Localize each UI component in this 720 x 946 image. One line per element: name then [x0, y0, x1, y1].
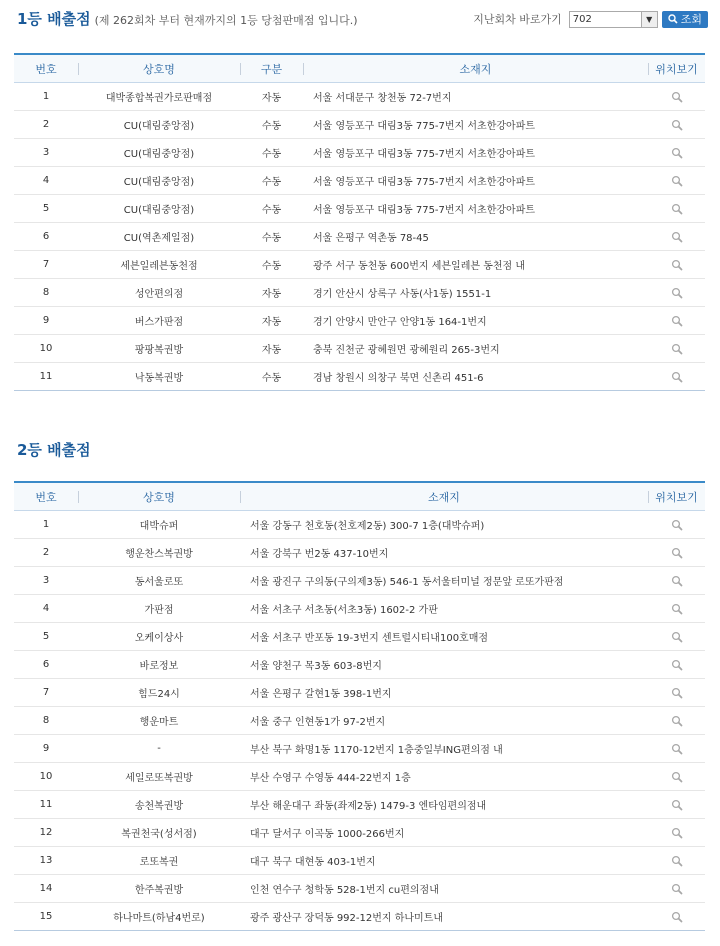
first-prize-description: (제 262회차 부터 현재까지의 1등 당첨판매점 입니다.): [94, 14, 358, 27]
store-name: CU(대림중앙점): [78, 111, 240, 139]
table-row: [14, 819, 705, 847]
row-number: 7: [14, 679, 78, 707]
search-icon: [668, 14, 678, 24]
store-name: 송천복권방: [78, 791, 240, 819]
location-view-cell: [648, 819, 705, 847]
location-view-cell: [648, 651, 705, 679]
store-address: 경남 창원시 의창구 북면 신촌리 451-6: [303, 363, 648, 391]
magnifier-icon[interactable]: [671, 632, 683, 643]
magnifier-icon[interactable]: [671, 604, 683, 615]
table-row: [14, 195, 705, 223]
row-number: 3: [14, 567, 78, 595]
store-address: 서울 영등포구 대림3동 775-7번지 서초한강아파트: [303, 167, 648, 195]
store-address: 서울 강북구 번2동 437-10번지: [240, 539, 648, 567]
search-button-label: 조회: [680, 13, 702, 26]
chevron-down-icon[interactable]: ▼: [641, 12, 657, 27]
magnifier-icon[interactable]: [671, 204, 683, 215]
first-prize-heading: [17, 9, 358, 29]
magnifier-icon[interactable]: [671, 828, 683, 839]
row-number: 4: [14, 595, 78, 623]
table-row: [14, 511, 705, 539]
store-address: 경기 안산시 상록구 사동(사1동) 1551-1: [303, 279, 648, 307]
store-address: 서울 영등포구 대림3동 775-7번지 서초한강아파트: [303, 111, 648, 139]
store-address: 서울 서초구 반포동 19-3번지 센트럴시티내100호매점: [240, 623, 648, 651]
location-view-cell: [648, 567, 705, 595]
location-view-cell: [648, 83, 705, 111]
store-address: 대구 달서구 이곡동 1000-266번지: [240, 819, 648, 847]
table-row: [14, 735, 705, 763]
store-address: 부산 북구 화명1동 1170-12번지 1층중일부ING편의점 내: [240, 735, 648, 763]
table-row: [14, 679, 705, 707]
table-row: [14, 539, 705, 567]
store-address: 서울 은평구 갈현1동 398-1번지: [240, 679, 648, 707]
search-button[interactable]: [662, 11, 708, 28]
store-address: 서울 서초구 서초동(서초3동) 1602-2 가판: [240, 595, 648, 623]
store-name: 세븐일레븐동천점: [78, 251, 240, 279]
table-row: [14, 223, 705, 251]
selection-type: 수동: [240, 223, 303, 251]
magnifier-icon[interactable]: [671, 856, 683, 867]
store-name: 대박종합복권가로판매점: [78, 83, 240, 111]
round-jump-control: [473, 10, 708, 28]
table-row: [14, 167, 705, 195]
round-select-value: 702: [572, 13, 592, 25]
magnifier-icon[interactable]: [671, 176, 683, 187]
row-number: 4: [14, 167, 78, 195]
table-row: [14, 595, 705, 623]
magnifier-icon[interactable]: [671, 548, 683, 559]
table-row: [14, 279, 705, 307]
store-address: 광주 광산구 장덕동 992-12번지 하나미트내: [240, 903, 648, 931]
table-row: [14, 651, 705, 679]
row-number: 13: [14, 847, 78, 875]
table-row: [14, 363, 705, 391]
location-view-cell: [648, 111, 705, 139]
store-address: 서울 양천구 목3동 603-8번지: [240, 651, 648, 679]
row-number: 5: [14, 623, 78, 651]
magnifier-icon[interactable]: [671, 744, 683, 755]
store-name: 낙동복권방: [78, 363, 240, 391]
row-number: 14: [14, 875, 78, 903]
selection-type: 수동: [240, 195, 303, 223]
row-number: 1: [14, 511, 78, 539]
table-row: [14, 307, 705, 335]
store-name: 복권천국(성서점): [78, 819, 240, 847]
magnifier-icon[interactable]: [671, 800, 683, 811]
row-number: 12: [14, 819, 78, 847]
table-row: [14, 903, 705, 931]
selection-type: 자동: [240, 335, 303, 363]
magnifier-icon[interactable]: [671, 232, 683, 243]
row-number: 11: [14, 363, 78, 391]
store-name: 버스가판점: [78, 307, 240, 335]
row-number: 9: [14, 307, 78, 335]
row-number: 8: [14, 707, 78, 735]
magnifier-icon[interactable]: [671, 260, 683, 271]
table-row: [14, 83, 705, 111]
header-number: 번호: [14, 482, 78, 511]
selection-type: 수동: [240, 139, 303, 167]
table-row: [14, 707, 705, 735]
magnifier-icon[interactable]: [671, 660, 683, 671]
table-header-row: [14, 54, 705, 83]
magnifier-icon[interactable]: [671, 912, 683, 923]
magnifier-icon[interactable]: [671, 688, 683, 699]
location-view-cell: [648, 791, 705, 819]
selection-type: 수동: [240, 363, 303, 391]
magnifier-icon[interactable]: [671, 520, 683, 531]
selection-type: 수동: [240, 251, 303, 279]
store-address: 서울 서대문구 창천동 72-7번지: [303, 83, 648, 111]
header-store-name: 상호명: [78, 482, 240, 511]
magnifier-icon[interactable]: [671, 884, 683, 895]
second-prize-title: 2등 배출점: [17, 441, 91, 459]
magnifier-icon[interactable]: [671, 576, 683, 587]
header-store-name: 상호명: [78, 54, 240, 83]
store-address: 서울 강동구 천호동(천호제2동) 300-7 1층(대박슈퍼): [240, 511, 648, 539]
row-number: 1: [14, 83, 78, 111]
selection-type: 자동: [240, 279, 303, 307]
round-select[interactable]: [569, 11, 658, 28]
store-address: 충북 진천군 광혜원면 광혜원리 265-3번지: [303, 335, 648, 363]
store-name: CU(대림중앙점): [78, 195, 240, 223]
store-name: CU(역촌제일점): [78, 223, 240, 251]
store-address: 서울 영등포구 대림3동 775-7번지 서초한강아파트: [303, 139, 648, 167]
magnifier-icon[interactable]: [671, 288, 683, 299]
store-name: CU(대림중앙점): [78, 167, 240, 195]
row-number: 3: [14, 139, 78, 167]
location-view-cell: [648, 875, 705, 903]
row-number: 10: [14, 763, 78, 791]
store-address: 서울 은평구 역촌동 78-45: [303, 223, 648, 251]
location-view-cell: [648, 763, 705, 791]
store-name: 로또복권: [78, 847, 240, 875]
magnifier-icon[interactable]: [671, 344, 683, 355]
location-view-cell: [648, 679, 705, 707]
first-prize-title: 1등 배출점: [17, 10, 91, 28]
selection-type: 수동: [240, 111, 303, 139]
store-name: 오케이상사: [78, 623, 240, 651]
table-row: [14, 111, 705, 139]
magnifier-icon[interactable]: [671, 148, 683, 159]
location-view-cell: [648, 623, 705, 651]
header-number: 번호: [14, 54, 78, 83]
store-name: 세일로또복권방: [78, 763, 240, 791]
location-view-cell: [648, 223, 705, 251]
store-name: CU(대림중앙점): [78, 139, 240, 167]
store-name: 동서울로또: [78, 567, 240, 595]
header-address: 소재지: [240, 482, 648, 511]
location-view-cell: [648, 139, 705, 167]
location-view-cell: [648, 595, 705, 623]
magnifier-icon[interactable]: [671, 372, 683, 383]
table-row: [14, 139, 705, 167]
row-number: 2: [14, 539, 78, 567]
table-header-row: [14, 482, 705, 511]
store-name: 성안편의점: [78, 279, 240, 307]
store-address: 광주 서구 동천동 600번지 세븐일레븐 동천점 내: [303, 251, 648, 279]
location-view-cell: [648, 511, 705, 539]
location-view-cell: [648, 167, 705, 195]
store-name: 한주복권방: [78, 875, 240, 903]
location-view-cell: [648, 251, 705, 279]
row-number: 6: [14, 651, 78, 679]
row-number: 11: [14, 791, 78, 819]
store-address: 서울 중구 인현동1가 97-2번지: [240, 707, 648, 735]
location-view-cell: [648, 279, 705, 307]
store-name: 바로정보: [78, 651, 240, 679]
selection-type: 자동: [240, 83, 303, 111]
header-location: 위치보기: [648, 482, 705, 511]
header-location: 위치보기: [648, 54, 705, 83]
magnifier-icon[interactable]: [671, 772, 683, 783]
row-number: 2: [14, 111, 78, 139]
store-name: 하나마트(하남4번로): [78, 903, 240, 931]
table-row: [14, 335, 705, 363]
location-view-cell: [648, 335, 705, 363]
row-number: 8: [14, 279, 78, 307]
location-view-cell: [648, 903, 705, 931]
row-number: 10: [14, 335, 78, 363]
row-number: 15: [14, 903, 78, 931]
row-number: 6: [14, 223, 78, 251]
table-row: [14, 875, 705, 903]
table-row: [14, 567, 705, 595]
second-prize-table: [14, 481, 705, 931]
magnifier-icon[interactable]: [671, 92, 683, 103]
location-view-cell: [648, 539, 705, 567]
table-row: [14, 251, 705, 279]
store-name: 행운마트: [78, 707, 240, 735]
store-name: 행운찬스복권방: [78, 539, 240, 567]
table-row: [14, 847, 705, 875]
table-row: [14, 791, 705, 819]
table-row: [14, 763, 705, 791]
location-view-cell: [648, 707, 705, 735]
store-name: -: [78, 735, 240, 763]
row-number: 9: [14, 735, 78, 763]
store-name: 대박슈퍼: [78, 511, 240, 539]
store-name: 힘드24시: [78, 679, 240, 707]
magnifier-icon[interactable]: [671, 120, 683, 131]
selection-type: 수동: [240, 167, 303, 195]
store-address: 인천 연수구 청학동 528-1번지 cu편의점내: [240, 875, 648, 903]
table-row: [14, 623, 705, 651]
location-view-cell: [648, 735, 705, 763]
store-address: 대구 북구 대현동 403-1번지: [240, 847, 648, 875]
store-address: 서울 광진구 구의동(구의제3동) 546-1 동서울터미널 정문앞 로또가판점: [240, 567, 648, 595]
header-address: 소재지: [303, 54, 648, 83]
store-address: 경기 안양시 만안구 안양1동 164-1번지: [303, 307, 648, 335]
store-address: 부산 해운대구 좌동(좌제2동) 1479-3 엔타임편의점내: [240, 791, 648, 819]
row-number: 7: [14, 251, 78, 279]
first-prize-table: [14, 53, 705, 391]
store-address: 서울 영등포구 대림3동 775-7번지 서초한강아파트: [303, 195, 648, 223]
location-view-cell: [648, 195, 705, 223]
store-name: 팡팡복권방: [78, 335, 240, 363]
row-number: 5: [14, 195, 78, 223]
location-view-cell: [648, 363, 705, 391]
location-view-cell: [648, 307, 705, 335]
store-address: 부산 수영구 수영동 444-22번지 1층: [240, 763, 648, 791]
round-jump-label: 지난회차 바로가기: [473, 13, 562, 26]
location-view-cell: [648, 847, 705, 875]
selection-type: 자동: [240, 307, 303, 335]
magnifier-icon[interactable]: [671, 716, 683, 727]
header-type: 구분: [240, 54, 303, 83]
magnifier-icon[interactable]: [671, 316, 683, 327]
store-name: 가판점: [78, 595, 240, 623]
